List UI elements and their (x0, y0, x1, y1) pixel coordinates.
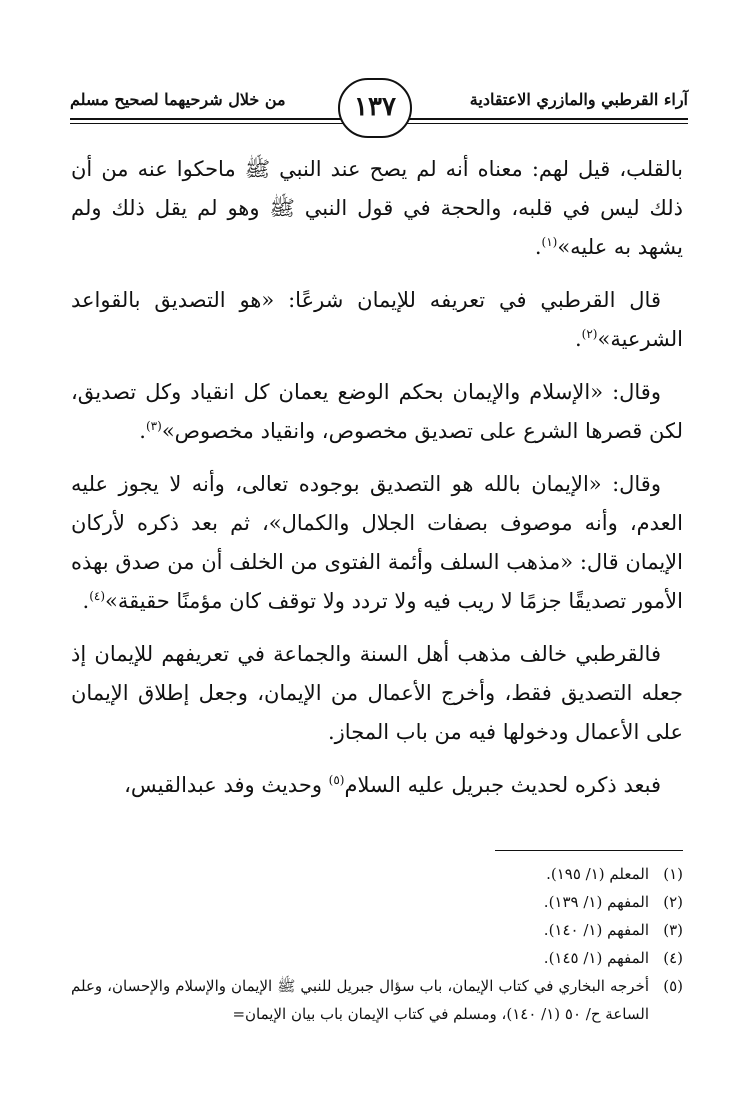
footnote-number: (٣) (663, 921, 683, 939)
footnote-text: المعلم (١/ ١٩٥). (546, 865, 649, 883)
paragraph-text: قال القرطبي في تعريفه للإيمان شرعًا: «هو التصديق بالقواعد الشرعية» (71, 288, 683, 351)
footnotes (71, 860, 683, 1028)
paragraph-text: فبعد ذكره لحديث جبريل عليه السلام (344, 773, 661, 797)
main-text (71, 150, 683, 819)
paragraph (71, 635, 683, 752)
footnote-number: (١) (663, 865, 683, 883)
footnote (71, 972, 683, 1028)
paragraph-text: وقال: «الإيمان بالله هو التصديق بوجوده تعالى، وأنه لا يجوز عليه العدم، وأنه موصوف بصفات الجلال والكمال»، ثم بعد ذكره لأركان الإيمان قال: «مذهب السلف وأئمة الفتوى من الخلف أن من صدق بهذه الأمور تصديقًا جزمًا لا ريب فيه ولا تردد ولا توقف كان مؤمنًا حقيقة» (71, 472, 683, 613)
footnote-separator (495, 850, 683, 851)
paragraph-text: فالقرطبي خالف مذهب أهل السنة والجماعة في تعريفهم للإيمان إذ جعله التصديق فقط، وأخرج الأعمال من الإيمان، وجعل إطلاق الإيمان على الأعمال ودخولها فيه من باب المجاز. (71, 642, 683, 744)
footnote-ref: (٣) (145, 419, 162, 433)
footnote (71, 860, 683, 888)
running-header (70, 78, 688, 140)
paragraph-end: . (534, 235, 542, 259)
paragraph-end: . (574, 327, 582, 351)
footnote-ref: (٥) (328, 773, 345, 787)
paragraph (71, 465, 683, 621)
paragraph-end: . (82, 589, 90, 613)
book-title: آراء القرطبي والمازري الاعتقادية (464, 90, 688, 109)
paragraph (71, 150, 683, 267)
footnote-text: المفهم (١/ ١٤٠). (543, 921, 649, 939)
footnote (71, 916, 683, 944)
footnote-number: (٤) (663, 949, 683, 967)
footnote-number: (٢) (663, 893, 683, 911)
paragraph-text-after: وحديث وفد عبدالقيس، (124, 773, 329, 797)
footnote-ref: (٤) (89, 589, 106, 603)
paragraph-end: . (139, 419, 146, 443)
footnote (71, 888, 683, 916)
footnote-ref: (١) (541, 235, 558, 249)
paragraph-text: وقال: «الإسلام والإيمان بحكم الوضع يعمان كل انقياد وكل تصديق، لكن قصرها الشرع على تصديق مخصوص، وانقياد مخصوص» (71, 380, 683, 443)
footnote-text: المفهم (١/ ١٤٥). (543, 949, 649, 967)
paragraph-text: بالقلب، قيل لهم: معناه أنه لم يصح عند النبي ﷺ ماحكوا عنه من أن ذلك ليس في قلبه، والحجة في قول النبي ﷺ وهو لم يقل ذلك ولم يشهد به عليه» (71, 157, 683, 259)
paragraph (71, 373, 683, 451)
footnote-number: (٥) (663, 977, 683, 995)
footnote-text: المفهم (١/ ١٣٩). (543, 893, 649, 911)
footnote (71, 944, 683, 972)
footnote-ref: (٢) (581, 327, 598, 341)
footnote-text: أخرجه البخاري في كتاب الإيمان، باب سؤال جبريل للنبي ﷺ الإيمان والإسلام والإحسان، وعلم الساعة ح/ ٥٠ (١/ ١٤٠)، ومسلم في كتاب الإيمان باب بيان الإيمان= (71, 977, 649, 1023)
page-number: ١٣٧ (338, 78, 412, 138)
book-subtitle: من خلال شرحيهما لصحيح مسلم (70, 90, 292, 109)
paragraph (71, 766, 683, 805)
paragraph (71, 281, 683, 359)
